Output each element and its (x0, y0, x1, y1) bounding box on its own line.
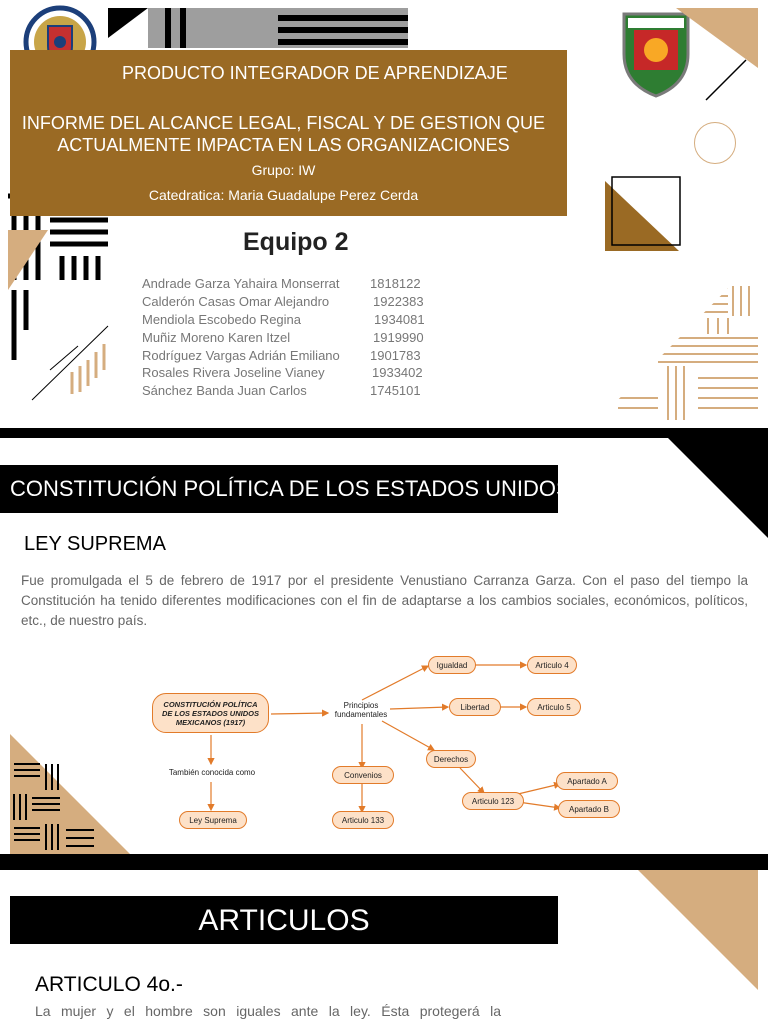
constitution-slide (0, 438, 768, 854)
member-name: Sánchez Banda Juan Carlos (142, 383, 307, 398)
member-row (142, 276, 442, 294)
member-name: Rodríguez Vargas Adrián Emiliano (142, 348, 340, 363)
weave-pattern-right (598, 258, 758, 420)
member-id: 1934081 (374, 312, 425, 327)
title-banner (10, 50, 567, 216)
member-row (142, 348, 442, 366)
member-row (142, 365, 442, 383)
member-name: Muñiz Moreno Karen Itzel (142, 330, 291, 345)
diagram-node-articulo5: Articulo 5 (527, 698, 581, 716)
member-id: 1818122 (370, 276, 421, 291)
banner-subtitle (10, 112, 557, 156)
diagram-node-libertad: Libertad (449, 698, 501, 716)
diagonal-line-decor (700, 56, 750, 106)
member-id: 1933402 (372, 365, 423, 380)
title-bar (10, 896, 558, 944)
banner-subtitle-line1: INFORME DEL ALCANCE LEGAL, FISCAL Y DE GESTION QUE (21, 113, 546, 133)
top-stripe-pattern (108, 8, 408, 48)
banner-subtitle-line2: ACTUALMENTE IMPACTA EN LAS ORGANIZACIONES (57, 135, 510, 155)
member-id: 1919990 (373, 330, 424, 345)
diagram-node-articulo133: Articulo 133 (332, 811, 394, 829)
slide-title: CONSTITUCIÓN POLÍTICA DE LOS ESTADOS UNIDOS MEXICANOS (10, 476, 709, 501)
section-subtitle: LEY SUPREMA (24, 533, 166, 555)
diagram-node-apartado-b: Apartado B (558, 800, 620, 818)
diagram-node-igualdad: Igualdad (428, 656, 476, 674)
member-id: 1901783 (370, 348, 421, 363)
line-decor-left (28, 322, 118, 404)
member-row (142, 312, 442, 330)
diagram-node-articulo4: Articulo 4 (527, 656, 577, 674)
banner-group: Grupo: IW (251, 162, 316, 178)
triangle-square-decor (605, 175, 685, 251)
member-name: Andrade Garza Yahaira Monserrat (142, 276, 340, 291)
diagram-node-root: CONSTITUCIÓN POLÍTICA DE LOS ESTADOS UNIDOS MEXICANOS (1917) (152, 693, 269, 733)
diagram-label-principios: Principios fundamentales (334, 701, 388, 719)
diagram-node-ley-suprema: Ley Suprema (179, 811, 247, 829)
corner-tan-triangle (638, 870, 758, 990)
article-paragraph: La mujer y el hombre son iguales ante la ley. Ésta protegerá la (35, 1003, 501, 1019)
member-id: 1922383 (373, 294, 424, 309)
member-row (142, 383, 442, 401)
banner-teacher: Catedratica: Maria Guadalupe Perez Cerda (148, 187, 419, 203)
articles-slide (0, 870, 768, 1024)
paragraph: Fue promulgada el 5 de febrero de 1917 por el presidente Venustiano Carranza Garza. Con el paso del tiempo la Constitución ha tenido diferentes modificaciones con el fin de adaptarse a los cambios sociales, económicos, políticos, etc., de nuestro país. (21, 573, 748, 628)
diagram-node-convenios: Convenios (332, 766, 394, 784)
member-name: Rosales Rivera Joseline Vianey (142, 365, 325, 380)
banner-title: PRODUCTO INTEGRADOR DE APRENDIZAJE (122, 63, 508, 83)
concept-map-arrows (0, 438, 768, 854)
diagram-label-also-known: También conocida como (168, 768, 256, 777)
diagram-node-articulo123: Articulo 123 (462, 792, 524, 810)
member-name: Calderón Casas Omar Alejandro (142, 294, 330, 309)
title-slide (0, 0, 768, 428)
article-subtitle: ARTICULO 4o.- (35, 973, 183, 996)
team-title: Equipo 2 (243, 228, 349, 256)
member-id: 1745101 (370, 383, 421, 398)
member-name: Mendiola Escobedo Regina (142, 312, 301, 327)
circle-decor (694, 122, 736, 164)
member-row (142, 330, 442, 348)
diagram-node-derechos: Derechos (426, 750, 476, 768)
diagram-node-apartado-a: Apartado A (556, 772, 618, 790)
member-row (142, 294, 442, 312)
slide-title: ARTICULOS (198, 904, 370, 937)
